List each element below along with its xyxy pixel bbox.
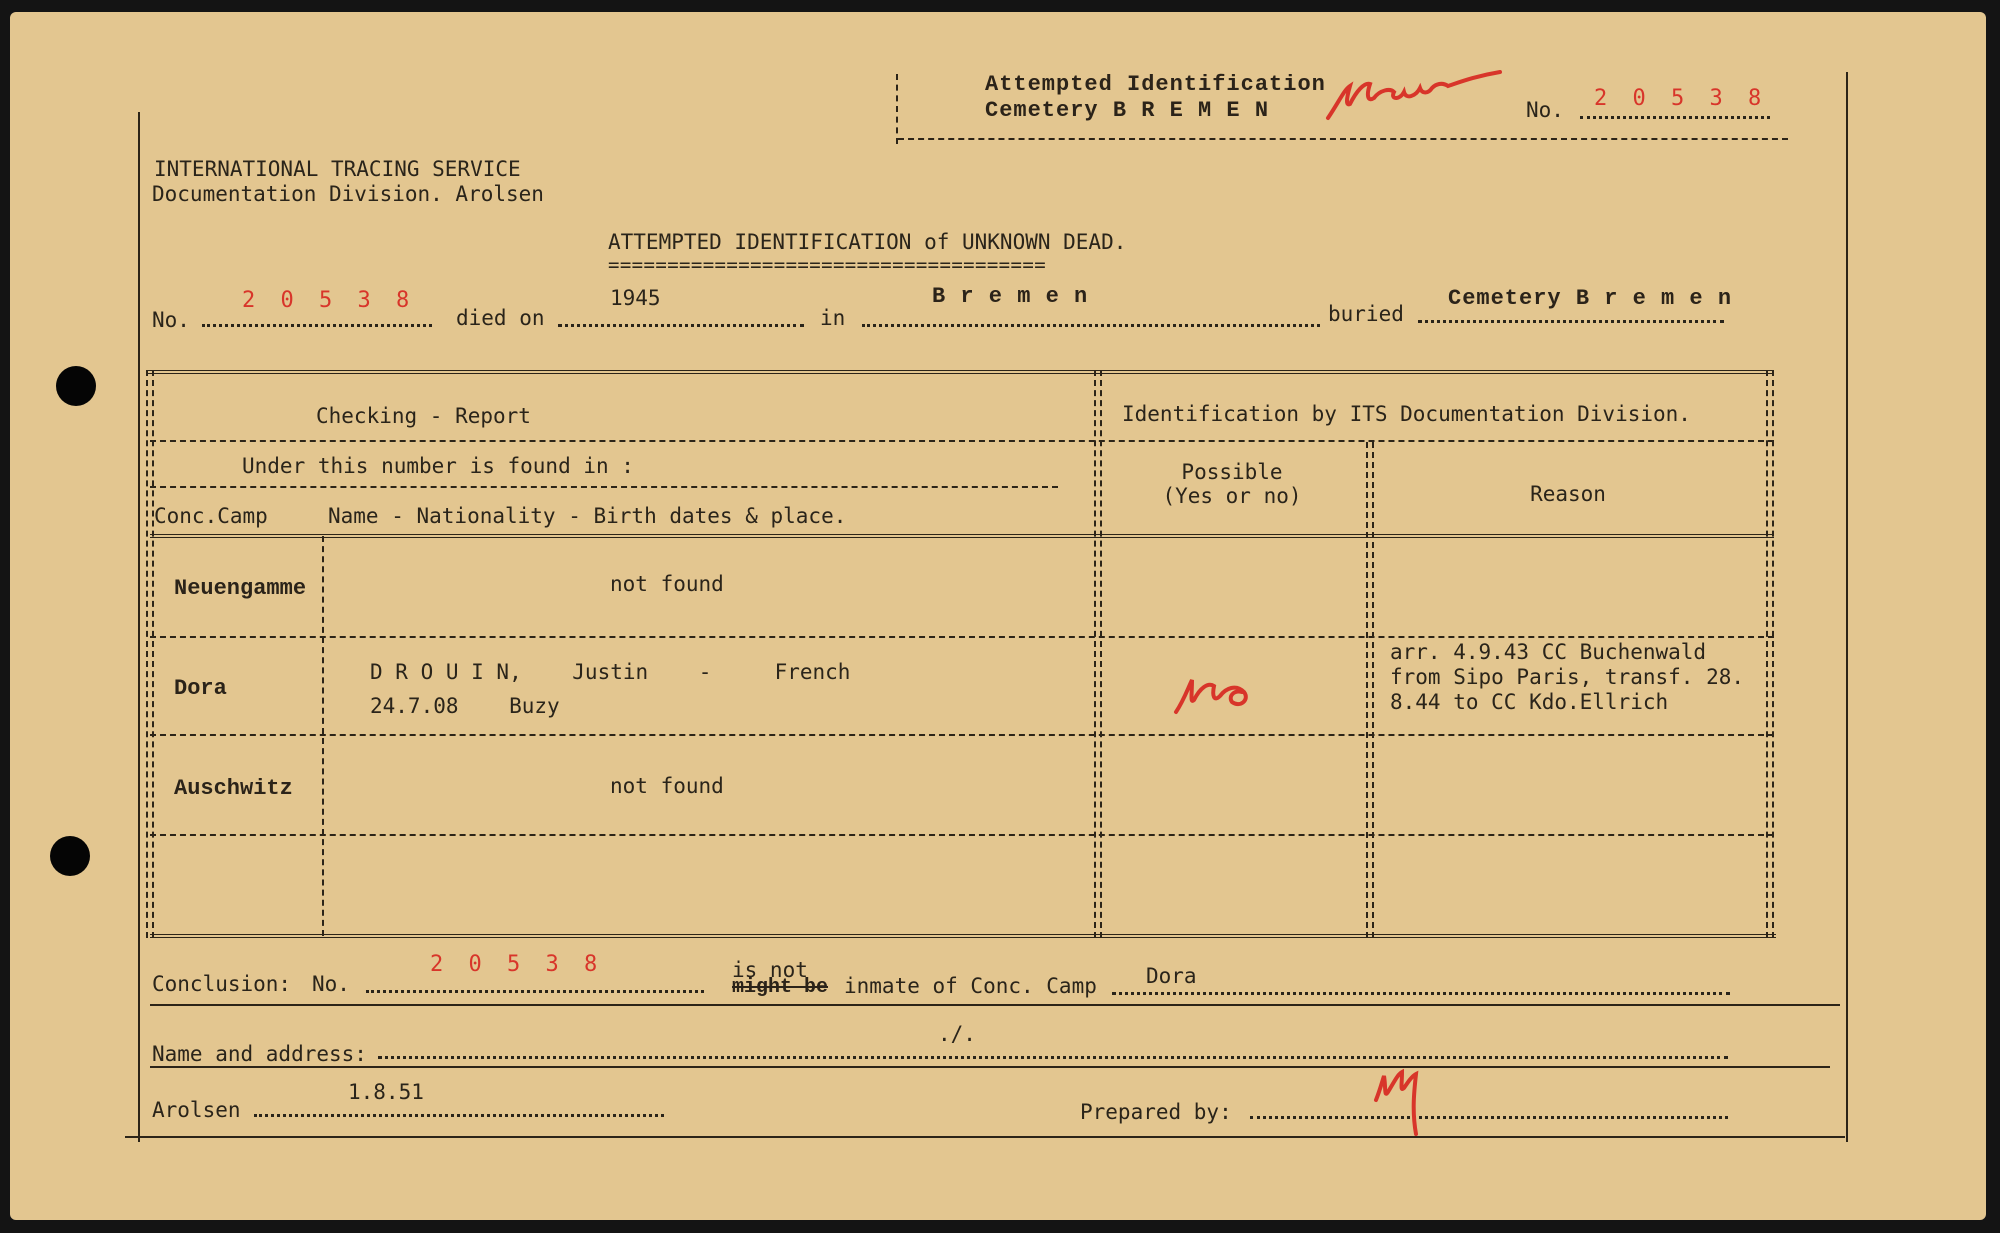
punch-hole-top [56, 366, 96, 406]
table-bottom-line [150, 934, 1776, 938]
punch-hole-bottom [50, 836, 90, 876]
name-address-value: ./. [938, 1022, 976, 1046]
footer-place: Arolsen [152, 1098, 241, 1122]
title-underline: ===================================== [608, 254, 1047, 276]
table-row-2-name-line-2: 24.7.08 Buzy [370, 694, 560, 718]
col-header-reason: Reason [1530, 482, 1606, 506]
name-address-dots [378, 1056, 1728, 1059]
document-card [10, 12, 1986, 1220]
record-in-value: B r e m e n [932, 284, 1089, 309]
name-address-rule [150, 1066, 1830, 1068]
table-row2-line [150, 734, 1774, 736]
header-no-dots [1580, 116, 1770, 119]
record-buried-label: buried [1328, 302, 1404, 326]
record-died-value: 1945 [610, 286, 661, 310]
record-in-dots [862, 324, 1320, 327]
conclusion-no-dots [366, 990, 704, 993]
org-line-1: INTERNATIONAL TRACING SERVICE [154, 157, 521, 181]
conclusion-struck: might be [732, 976, 829, 999]
record-buried-dots [1418, 320, 1724, 323]
conclusion-no-label: No. [312, 972, 350, 996]
frame-left [138, 112, 140, 1142]
table-row-3-camp: Auschwitz [174, 776, 293, 801]
record-died-dots [558, 324, 804, 327]
record-no-value: 2 0 5 3 8 [242, 288, 416, 313]
table-left-header: Checking - Report [316, 404, 531, 428]
table-row1-line [150, 636, 1774, 638]
table-top-line [148, 370, 1774, 374]
conclusion-label: Conclusion: [152, 972, 292, 996]
table-header-line [150, 440, 1774, 442]
record-buried-value: Cemetery B r e m e n [1448, 286, 1733, 311]
table-right-header: Identification by ITS Documentation Division. [1122, 402, 1691, 426]
conclusion-rest: inmate of Conc. Camp [844, 974, 1097, 998]
stamp-line-2: Cemetery B R E M E N [985, 98, 1270, 123]
col-header-name: Name - Nationality - Birth dates & place. [328, 504, 847, 528]
conclusion-insert: is not [732, 958, 808, 982]
table-camp-divider [322, 536, 324, 936]
table-reason-divider [1366, 442, 1374, 938]
handwritten-initial [1366, 1062, 1436, 1142]
record-died-label: died on [456, 306, 545, 330]
table-subheader: Under this number is found in : [242, 454, 634, 478]
table-right-border [1766, 370, 1774, 938]
header-no-label: No. [1526, 98, 1564, 122]
table-left-border [146, 370, 154, 938]
record-no-label: No. [152, 308, 190, 332]
name-address-label: Name and address: [152, 1042, 367, 1066]
handwritten-none [1320, 60, 1520, 130]
conclusion-no-value: 2 0 5 3 8 [430, 952, 604, 977]
conclusion-rule [150, 1004, 1840, 1006]
record-no-dots [202, 324, 432, 327]
frame-right [1846, 72, 1848, 1142]
header-no-value: 2 0 5 3 8 [1594, 86, 1768, 111]
stamp-box-left [896, 74, 898, 144]
stamp-line-1: Attempted Identification [985, 72, 1326, 97]
table-main-divider [1094, 370, 1102, 938]
handwritten-no [1170, 662, 1280, 722]
col-header-camp: Conc.Camp [154, 504, 268, 528]
table-colheader-line [150, 534, 1774, 538]
footer-date-dots [254, 1114, 664, 1117]
record-in-label: in [820, 306, 846, 330]
stamp-box-bottom [898, 138, 1788, 140]
table-row-2-camp: Dora [174, 676, 227, 701]
footer-date: 1.8.51 [348, 1080, 424, 1104]
conclusion-camp-dots [1112, 992, 1730, 995]
page-title: ATTEMPTED IDENTIFICATION of UNKNOWN DEAD. [608, 230, 1127, 254]
col-header-possible-2: (Yes or no) [1162, 484, 1302, 508]
table-row3-line [150, 834, 1774, 836]
table-subheader-line [150, 486, 1058, 488]
footer-prepared-dots [1250, 1116, 1728, 1119]
table-row-3-name: not found [610, 774, 724, 798]
frame-bottom [125, 1136, 1845, 1138]
table-row-2-reason: arr. 4.9.43 CC Buchenwald from Sipo Paris, transf. 28. 8.44 to CC Kdo.Ellrich [1390, 640, 1745, 714]
table-row-2-name-line-1: D R O U I N, Justin - French [370, 660, 851, 684]
footer-prepared-label: Prepared by: [1080, 1100, 1232, 1124]
org-line-2: Documentation Division. Arolsen [152, 182, 544, 206]
col-header-possible-1: Possible [1181, 460, 1283, 484]
table-row-1-camp: Neuengamme [174, 576, 307, 601]
table-row-1-name: not found [610, 572, 724, 596]
conclusion-camp: Dora [1146, 964, 1197, 988]
